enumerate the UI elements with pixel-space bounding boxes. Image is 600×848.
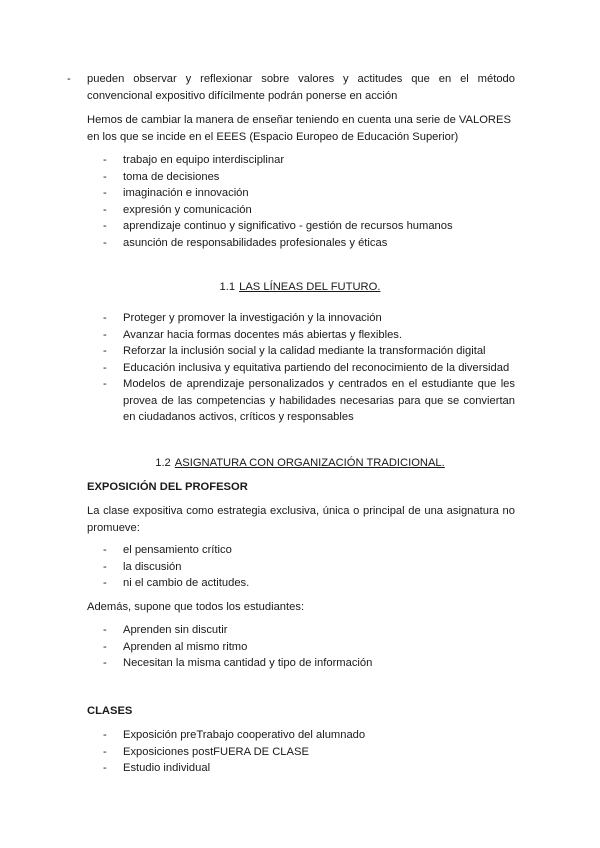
list-item: - el pensamiento crítico — [103, 544, 232, 556]
exposition-list — [87, 542, 515, 592]
list-item: - la discusión — [103, 560, 182, 573]
values-list — [87, 152, 515, 251]
list-item: - Estudio individual — [103, 762, 211, 774]
exposition-heading: EXPOSICIÓN DEL PROFESOR — [87, 481, 248, 493]
list-item: - expresión y comunicación — [103, 203, 252, 216]
list-item: - pueden observar y reflexionar sobre valores y actitudes que en el método convencional expositivo difícilmente podrán ponerse en acción — [67, 73, 515, 102]
top-list — [67, 71, 515, 104]
list-item: - ni el cambio de actitudes. — [103, 577, 250, 589]
list-item: - Exposición preTrabajo cooperativo del alumnado — [103, 729, 366, 741]
students-list — [87, 622, 515, 672]
list-item: - Necesitan la misma cantidad y tipo de información — [103, 657, 373, 669]
classes-list — [87, 727, 515, 777]
list-item: - aprendizaje continuo y significativo - gestión de recursos humanos — [103, 220, 453, 232]
list-item: - Educación inclusiva y equitativa partiendo del reconocimiento de la diversidad — [103, 361, 510, 374]
list-item: - Exposiciones postFUERA DE CLASE — [103, 745, 309, 758]
list-item: - Avanzar hacia formas docentes más abiertas y flexibles. — [103, 328, 402, 341]
list-item: - asunción de responsabilidades profesionales y éticas — [103, 236, 388, 249]
list-item: - Reforzar la inclusión social y la calidad mediante la transformación digital — [103, 345, 486, 357]
values-intro: Hemos de cambiar la manera de enseñar teniendo en cuenta una serie de VALORES en los que se incide en el EEES (Espacio Europeo de Educación Superior) — [87, 114, 511, 143]
exposition-intro: La clase expositiva como estrategia exclusiva, única o principal de una asignatura no promueve: — [87, 505, 515, 534]
classes-heading: CLASES — [87, 705, 133, 717]
students-intro: Además, supone que todos los estudiantes: — [87, 601, 305, 613]
section-title-traditional: 1.2 ASIGNATURA CON ORGANIZACIÓN TRADICIONAL. — [155, 457, 445, 469]
section-title-future: 1.1 LAS LÍNEAS DEL FUTURO. — [219, 281, 381, 293]
list-item: - Aprenden sin discutir — [103, 624, 228, 636]
list-item: - imaginación e innovación — [103, 187, 249, 199]
list-item: - Modelos de aprendizaje personalizados y centrados en el estudiante que les provea de las competencias y habilidades necesarias para que se conviertan en ciudadanos activos, críticos y responsables — [103, 378, 515, 423]
list-item: - Aprenden al mismo ritmo — [103, 640, 248, 653]
list-item: - trabajo en equipo interdisciplinar — [103, 154, 285, 166]
list-item: - toma de decisiones — [103, 170, 220, 183]
list-item: - Proteger y promover la investigación y la innovación — [103, 312, 382, 324]
future-list — [87, 310, 515, 426]
